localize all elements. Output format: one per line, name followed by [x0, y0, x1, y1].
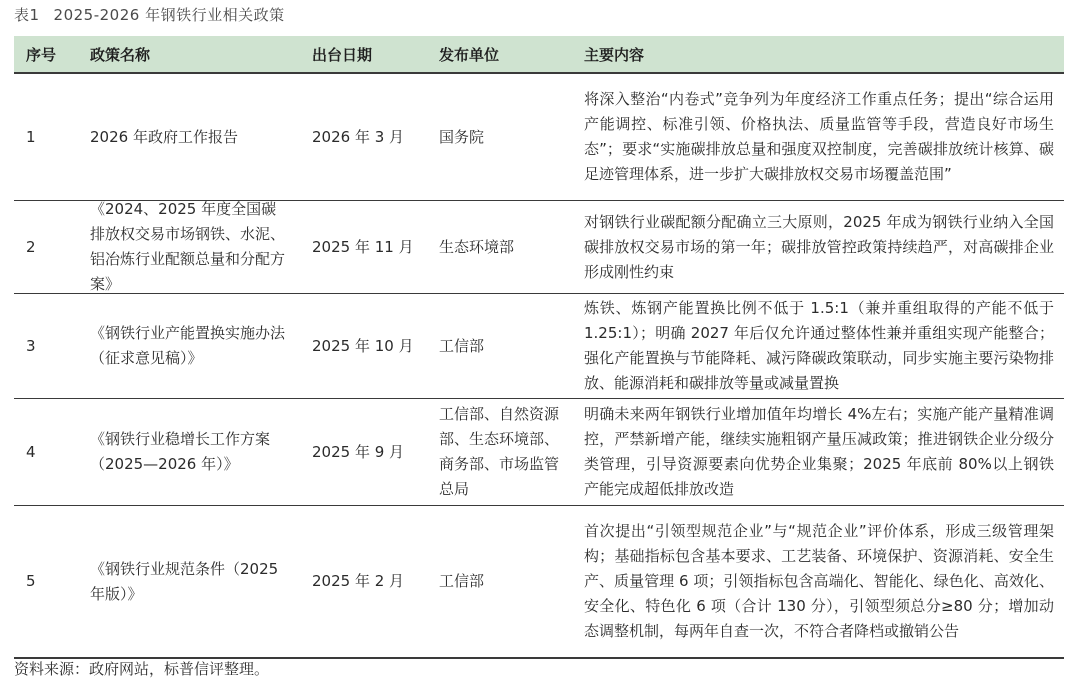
- row-name: 《2024、2025 年度全国碳排放权交易市场钢铁、水泥、铝冶炼行业配额总量和分配方案》: [90, 200, 286, 293]
- policy-table: [14, 36, 1064, 659]
- header-org: 发布单位: [439, 45, 500, 64]
- row-date: 2026 年 3 月: [312, 127, 405, 146]
- table-caption: [14, 4, 285, 25]
- row-date: 2025 年 10 月: [312, 336, 414, 355]
- header-no: 序号: [26, 45, 57, 64]
- source-note: 资料来源：政府网站，标普信评整理。: [14, 660, 270, 678]
- header-date: 出台日期: [312, 45, 373, 64]
- row-date: 2025 年 9 月: [312, 442, 405, 461]
- row-name: 《钢铁行业规范条件（2025 年版）》: [90, 559, 279, 603]
- row-main: 炼铁、炼钢产能置换比例不低于 1.5:1（兼并重组取得的产能不低于 1.25:1）；明确 2027 年后仅允许通过整体性兼并重组实现产能整合；强化产能置换与节能降耗、减污降碳政策联动，同步实施主要污染物排放、能源消耗和碳排放等量或减量置换: [584, 299, 1054, 392]
- table-row: [14, 294, 1064, 399]
- row-main: 首次提出“引领型规范企业”与“规范企业”评价体系，形成三级管理架构；基础指标包含基本要求、工艺装备、环境保护、资源消耗、安全生产、质量管理 6 项；引领指标包含高端化、智能化、绿色化、高效化、安全化、特色化 6 项（合计 130 分），引领型须总分≥80 分；增加动态调整机制，每两年自查一次，不符合者降档或撤销公告: [584, 522, 1054, 640]
- table-row: [14, 74, 1064, 201]
- table-header: [14, 36, 1064, 74]
- row-no: 5: [26, 572, 36, 590]
- table-row: [14, 201, 1064, 294]
- row-org: 工信部: [439, 336, 485, 355]
- row-name: 《钢铁行业产能置换实施办法（征求意见稿）》: [90, 324, 286, 367]
- table-row: [14, 399, 1064, 506]
- row-org: 生态环境部: [439, 237, 515, 256]
- header-main: 主要内容: [584, 45, 645, 64]
- row-no: 4: [26, 442, 36, 461]
- row-org: 工信部、自然资源部、生态环境部、商务部、市场监管总局: [439, 405, 560, 498]
- row-main: 将深入整治“内卷式”竞争列为年度经济工作重点任务；提出“综合运用产能调控、标准引领、价格执法、质量监管等手段，营造良好市场生态”；要求“实施碳排放总量和强度双控制度，完善碳排放统计核算、碳足迹管理体系，进一步扩大碳排放权交易市场覆盖范围”: [584, 90, 1054, 183]
- row-main: 明确未来两年钢铁行业增加值年均增长 4%左右；实施产能产量精准调控，严禁新增产能，继续实施粗钢产量压减政策；推进钢铁企业分级分类管理，引导资源要素向优势企业集聚；2025 年底前 80%以上钢铁产能完成超低排放改造: [584, 405, 1054, 498]
- table-row: [14, 506, 1064, 659]
- row-date: 2025 年 2 月: [312, 572, 405, 590]
- row-no: 3: [26, 336, 36, 355]
- row-no: 1: [26, 127, 36, 146]
- row-org: 工信部: [439, 572, 485, 590]
- row-main: 对钢铁行业碳配额分配确立三大原则，2025 年成为钢铁行业纳入全国碳排放权交易市场的第一年；碳排放管控政策持续趋严，对高碳排企业形成刚性约束: [584, 212, 1054, 281]
- row-name: 《钢铁行业稳增长工作方案（2025—2026 年）》: [90, 430, 271, 473]
- header-name: 政策名称: [90, 45, 151, 64]
- row-date: 2025 年 11 月: [312, 237, 414, 256]
- row-org: 国务院: [439, 127, 485, 146]
- row-no: 2: [26, 237, 36, 256]
- table-number: 表1: [14, 6, 40, 24]
- table-title: 2025-2026 年钢铁行业相关政策: [53, 6, 285, 24]
- row-name: 2026 年政府工作报告: [90, 127, 238, 146]
